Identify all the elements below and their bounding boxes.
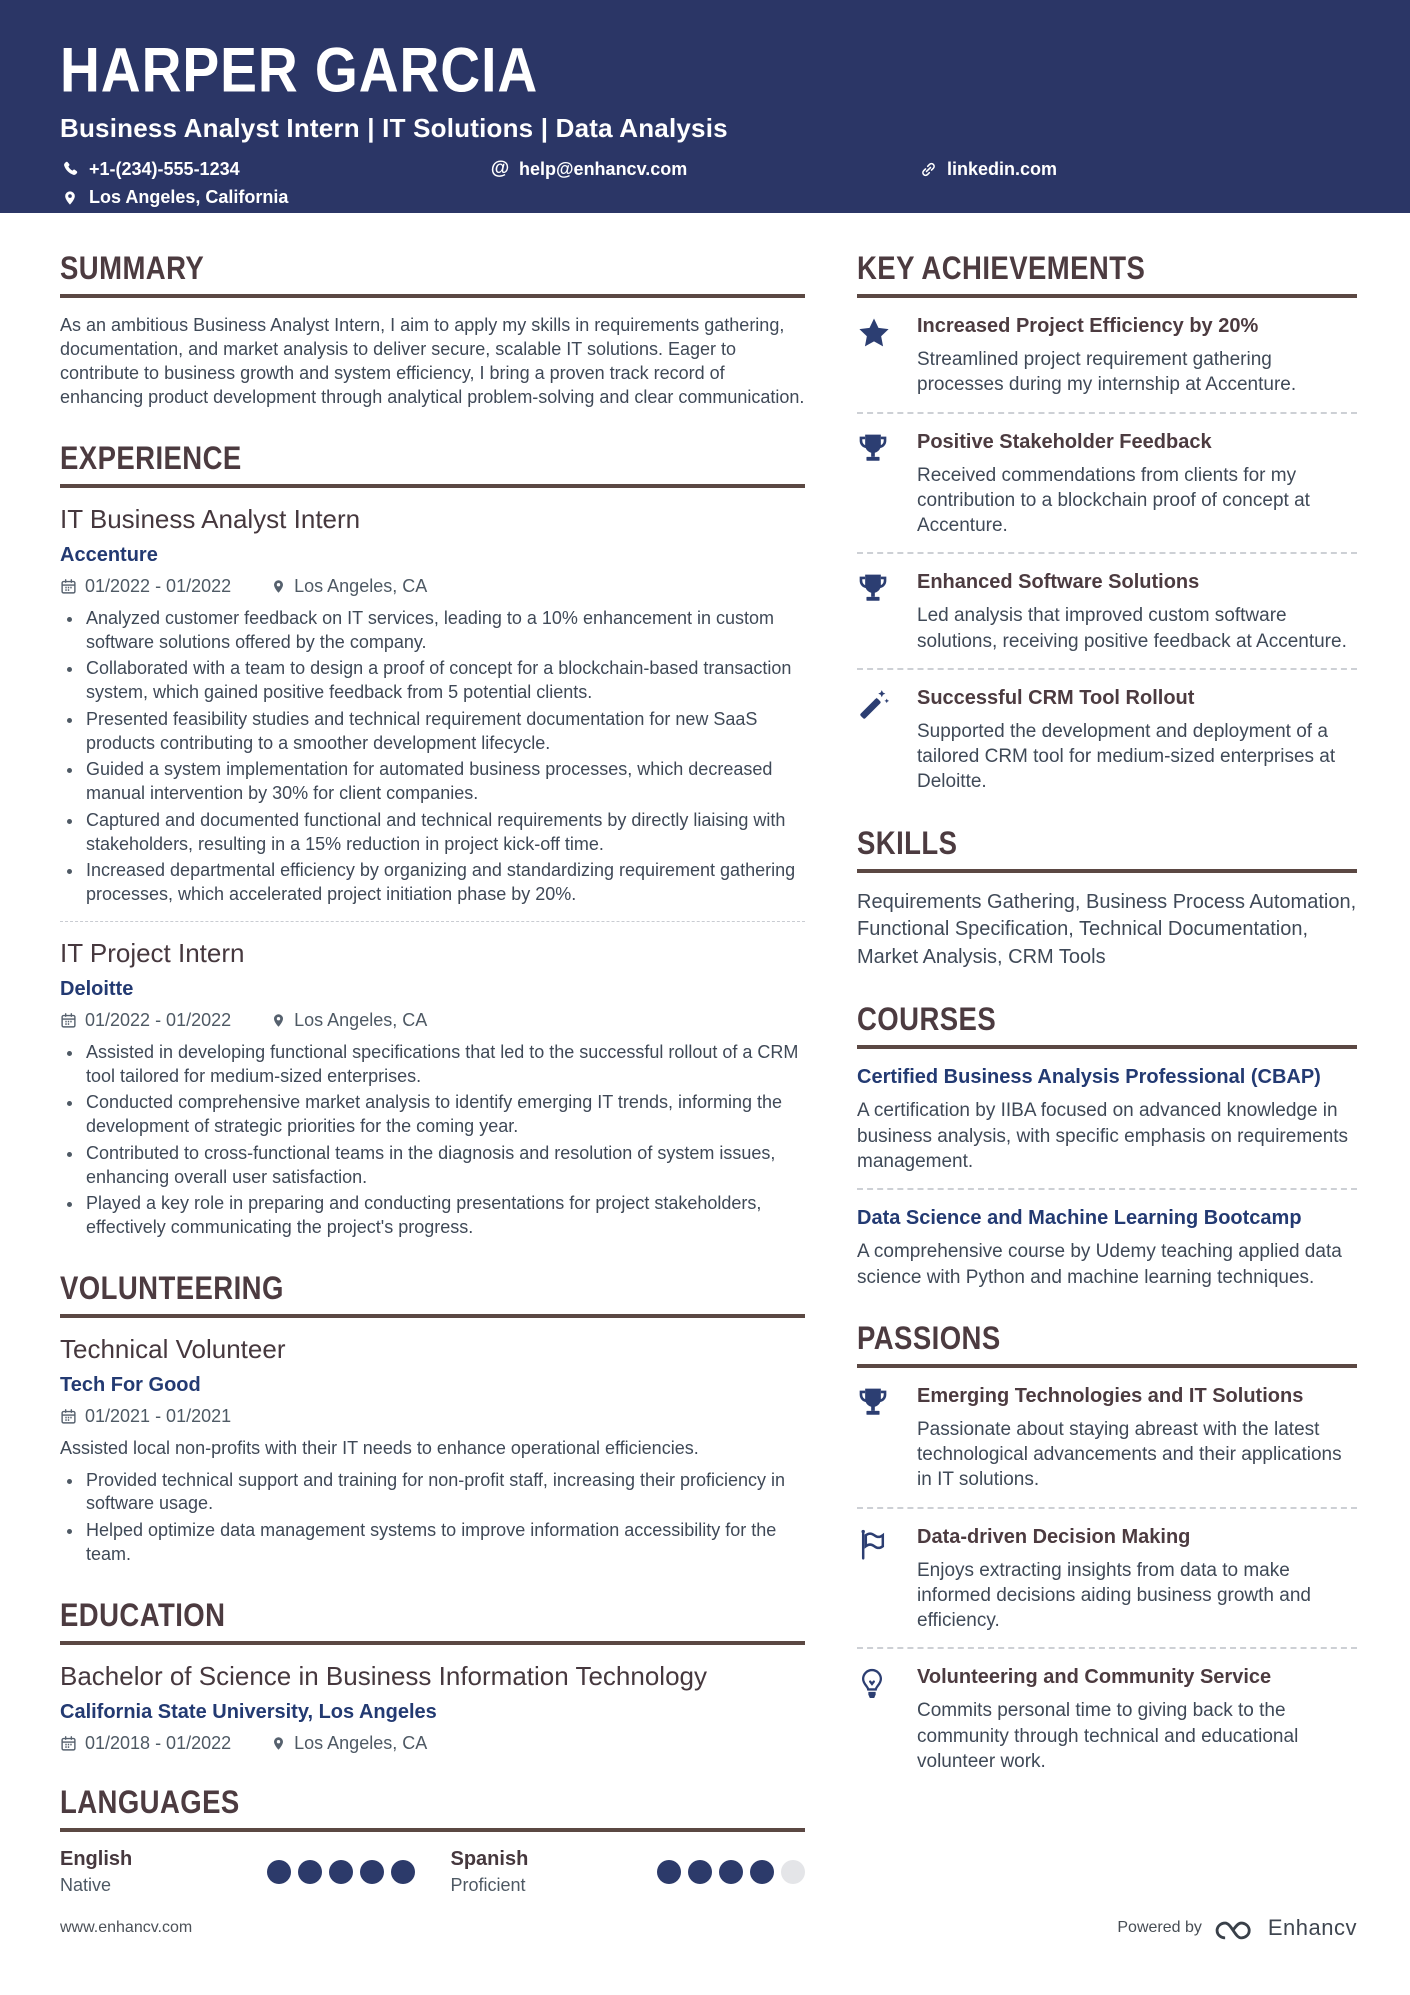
- calendar-icon: [60, 1408, 77, 1425]
- passions-heading: PASSIONS: [857, 1319, 1001, 1356]
- course-item: [857, 1206, 1357, 1290]
- education-section: [60, 1597, 805, 1754]
- achievement-title: Enhanced Software Solutions: [917, 571, 1200, 594]
- trophy-icon: [857, 1384, 893, 1493]
- course-item: [857, 1065, 1357, 1174]
- location-text: Los Angeles, California: [89, 187, 289, 207]
- degree-title: Bachelor of Science in Business Information Technology: [60, 1660, 708, 1691]
- language-item: [451, 1848, 806, 1896]
- date-text: 01/2018 - 01/2022: [85, 1732, 232, 1753]
- achievements-section: [857, 250, 1357, 795]
- lightbulb-icon: [857, 1665, 893, 1774]
- achievement-item: [857, 430, 1357, 539]
- location-pin-icon: [271, 1735, 286, 1752]
- section-rule: [857, 1364, 1357, 1368]
- enhancv-site-link[interactable]: www.enhancv.com: [60, 1919, 193, 1936]
- achievement-text: Streamlined project requirement gathering processes during my internship at Accenture.: [917, 349, 1297, 396]
- skills-heading: SKILLS: [857, 824, 958, 861]
- school-name: California State University, Los Angeles: [60, 1700, 437, 1723]
- courses-heading: COURSES: [857, 1001, 997, 1038]
- calendar-icon: [60, 1735, 77, 1752]
- email-address: help@enhancv.com: [519, 158, 688, 179]
- location-item: [60, 187, 288, 208]
- location-text: Los Angeles, CA: [294, 1009, 428, 1030]
- language-level: Proficient: [450, 1874, 526, 1895]
- job-location: [271, 576, 427, 597]
- proficiency-dot: [360, 1860, 384, 1884]
- section-rule: [60, 1828, 805, 1832]
- education-heading: EDUCATION: [60, 1596, 226, 1633]
- course-text: A certification by IIBA focused on advanced knowledge in business analysis, with specific emphasis on requirements management.: [857, 1100, 1349, 1172]
- proficiency-dots: [267, 1860, 415, 1884]
- passion-text: Commits personal time to giving back to the community through technical and educational volunteer work.: [917, 1700, 1299, 1772]
- bullet: Played a key role in preparing and conducting presentations for project stakeholders, effectively communicating the project's progress.: [60, 1192, 805, 1240]
- date-range: [60, 1406, 231, 1427]
- enhancv-logo-icon: [1214, 1913, 1256, 1943]
- course-title: Certified Business Analysis Professional (CBAP): [857, 1066, 1321, 1089]
- date-text: 01/2022 - 01/2022: [85, 575, 232, 596]
- proficiency-dot: [781, 1860, 805, 1884]
- section-rule: [60, 484, 805, 488]
- language-name: English: [60, 1847, 133, 1870]
- passion-title: Data-driven Decision Making: [917, 1525, 1191, 1548]
- right-column: [857, 250, 1357, 1804]
- job-location: [271, 1010, 427, 1031]
- linkedin-link[interactable]: [918, 159, 1057, 180]
- location-pin-icon: [60, 189, 80, 207]
- bullet: Collaborated with a team to design a proof of concept for a blockchain-based transaction system, which gained positive feedback from 5 potential clients.: [60, 657, 805, 705]
- trophy-icon: [857, 570, 893, 654]
- phone-number: +1-(234)-555-1234: [89, 158, 240, 179]
- bullet: Analyzed customer feedback on IT services, leading to a 10% enhancement in custom software solutions offered by the company.: [60, 607, 805, 655]
- section-rule: [60, 1641, 805, 1645]
- location-pin-icon: [271, 578, 286, 595]
- achievement-title: Successful CRM Tool Rollout: [917, 686, 1195, 709]
- proficiency-dot: [719, 1860, 743, 1884]
- achievements-heading: KEY ACHIEVEMENTS: [857, 250, 1146, 286]
- powered-by-block: [1117, 1913, 1357, 1943]
- footer: [60, 1913, 1357, 1943]
- volunteering-heading: VOLUNTEERING: [60, 1269, 284, 1306]
- item-divider: [857, 668, 1357, 670]
- passion-item: [857, 1525, 1357, 1634]
- passions-section: [857, 1320, 1357, 1774]
- language-name: Spanish: [450, 1847, 529, 1870]
- location-pin-icon: [271, 1012, 286, 1029]
- bullet: Captured and documented functional and technical requirements by directly liaising with stakeholders, resulting in a 15% reduction in project kick-off time.: [60, 809, 805, 857]
- proficiency-dot: [750, 1860, 774, 1884]
- experience-entry: [60, 938, 805, 1240]
- location-text: Los Angeles, CA: [294, 1732, 428, 1753]
- item-divider: [857, 1647, 1357, 1649]
- proficiency-dot: [298, 1860, 322, 1884]
- language-item: [60, 1848, 415, 1896]
- volunteering-section: [60, 1270, 805, 1567]
- achievement-text: Supported the development and deployment of a tailored CRM tool for medium-sized enterprises at Deloitte.: [917, 720, 1336, 793]
- proficiency-dot: [688, 1860, 712, 1884]
- passion-text: Enjoys extracting insights from data to make informed decisions aiding business growth and efficiency.: [917, 1559, 1311, 1632]
- proficiency-dot: [329, 1860, 353, 1884]
- item-divider: [857, 1507, 1357, 1509]
- summary-section: [60, 250, 805, 410]
- experience-entry: [60, 504, 805, 907]
- calendar-icon: [60, 1012, 77, 1029]
- flag-icon: [857, 1525, 893, 1634]
- summary-text: As an ambitious Business Analyst Intern, I aim to apply my skills in requirements gathering, documentation, and market analysis to deliver secure, scalable IT solutions. Eager to contribute to business growth and system efficiency, I bring a proven track record of enhancing product development through analytical problem-solving and clear communication.: [60, 315, 805, 407]
- course-text: A comprehensive course by Udemy teaching applied data science with Python and machine learning techniques.: [857, 1241, 1342, 1288]
- volunteer-meta: [60, 1406, 805, 1427]
- languages-heading: LANGUAGES: [60, 1783, 240, 1820]
- experience-heading: EXPERIENCE: [60, 439, 242, 476]
- phone-icon: [60, 160, 80, 178]
- courses-section: [857, 1001, 1357, 1289]
- date-range: [60, 1010, 231, 1031]
- item-divider: [857, 552, 1357, 554]
- date-range: [60, 1733, 231, 1754]
- left-column: [60, 250, 805, 1896]
- bullet: Provided technical support and training for non-profit staff, increasing their proficiency in software usage.: [60, 1469, 805, 1517]
- powered-by-label: Powered by: [1117, 1919, 1202, 1936]
- bullet: Contributed to cross-functional teams in the diagnosis and resolution of system issues, enhancing overall user satisfaction.: [60, 1142, 805, 1190]
- trophy-icon: [857, 430, 893, 539]
- skills-section: [857, 825, 1357, 972]
- section-rule: [857, 1045, 1357, 1049]
- achievement-text: Led analysis that improved custom software solutions, receiving positive feedback at Accenture.: [917, 605, 1347, 652]
- phone-link[interactable]: [60, 159, 490, 180]
- experience-section: [60, 440, 805, 1240]
- at-icon: @: [490, 158, 510, 179]
- date-range: [60, 576, 231, 597]
- linkedin-url: linkedin.com: [947, 158, 1058, 179]
- achievement-item: [857, 570, 1357, 654]
- job-title: IT Project Intern: [60, 937, 245, 968]
- location-text: Los Angeles, CA: [294, 575, 428, 596]
- job-bullets: [60, 607, 805, 907]
- volunteer-title: Technical Volunteer: [60, 1333, 286, 1364]
- achievement-item: [857, 686, 1357, 795]
- enhancv-wordmark: Enhancv: [1267, 1915, 1357, 1940]
- item-divider: [857, 412, 1357, 414]
- passion-title: Emerging Technologies and IT Solutions: [917, 1384, 1304, 1407]
- star-icon: [857, 314, 893, 398]
- section-rule: [857, 869, 1357, 873]
- bullet: Guided a system implementation for automated business processes, which decreased manual intervention by 30% for client companies.: [60, 758, 805, 806]
- email-link[interactable]: [490, 158, 918, 180]
- job-meta: [60, 576, 805, 597]
- bullet: Assisted in developing functional specifications that led to the successful rollout of a CRM tool tailored for medium-sized enterprises.: [60, 1041, 805, 1089]
- passion-text: Passionate about staying abreast with the latest technological advancements and their applications in IT solutions.: [917, 1418, 1342, 1491]
- person-name: HARPER GARCIA: [60, 35, 539, 106]
- date-text: 01/2022 - 01/2022: [85, 1009, 232, 1030]
- education-meta: [60, 1733, 805, 1754]
- job-meta: [60, 1010, 805, 1031]
- achievement-item: [857, 314, 1357, 398]
- header: [0, 0, 1410, 213]
- item-divider: [857, 1188, 1357, 1190]
- volunteer-bullets: [60, 1469, 805, 1567]
- volunteer-description: Assisted local non-profits with their IT needs to enhance operational efficiencies.: [60, 1437, 699, 1458]
- languages-section: [60, 1784, 805, 1896]
- bullet: Conducted comprehensive market analysis to identify emerging IT trends, informing the development of strategic priorities for the coming year.: [60, 1091, 805, 1139]
- entry-divider: [60, 921, 805, 922]
- section-rule: [60, 1314, 805, 1318]
- contact-row: [60, 158, 1357, 180]
- volunteer-org: Tech For Good: [60, 1373, 201, 1396]
- company-name: Deloitte: [60, 977, 134, 1000]
- location-row: [60, 187, 1357, 208]
- bullet: Increased departmental efficiency by organizing and standardizing requirement gathering processes, which accelerated project initiation phase by 20%.: [60, 859, 805, 907]
- passion-title: Volunteering and Community Service: [917, 1666, 1272, 1689]
- content: [0, 213, 1410, 1896]
- link-icon: [918, 160, 938, 179]
- section-rule: [60, 294, 805, 298]
- job-title: IT Business Analyst Intern: [60, 503, 361, 534]
- bullet: Helped optimize data management systems to improve information accessibility for the team.: [60, 1519, 805, 1567]
- summary-heading: SUMMARY: [60, 250, 205, 286]
- passion-item: [857, 1665, 1357, 1774]
- skills-list: Requirements Gathering, Business Process Automation, Functional Specification, Technical Documentation, Market Analysis, CRM Tools: [857, 890, 1357, 968]
- education-location: [271, 1733, 427, 1754]
- section-rule: [857, 294, 1357, 298]
- magic-wand-icon: [857, 686, 893, 795]
- passion-item: [857, 1384, 1357, 1493]
- achievement-text: Received commendations from clients for my contribution to a blockchain proof of concept at Accenture.: [917, 464, 1310, 537]
- proficiency-dots: [657, 1860, 805, 1884]
- proficiency-dot: [267, 1860, 291, 1884]
- company-name: Accenture: [60, 543, 158, 566]
- headline: Business Analyst Intern | IT Solutions | Data Analysis: [60, 113, 728, 143]
- proficiency-dot: [391, 1860, 415, 1884]
- achievement-title: Increased Project Efficiency by 20%: [917, 315, 1259, 337]
- proficiency-dot: [657, 1860, 681, 1884]
- language-level: Native: [60, 1874, 112, 1895]
- bullet: Presented feasibility studies and technical requirement documentation for new SaaS products contributing to a smoother development lifecycle.: [60, 708, 805, 756]
- course-title: Data Science and Machine Learning Bootcamp: [857, 1207, 1302, 1230]
- achievement-title: Positive Stakeholder Feedback: [917, 430, 1212, 453]
- date-text: 01/2021 - 01/2021: [85, 1405, 232, 1426]
- job-bullets: [60, 1041, 805, 1240]
- calendar-icon: [60, 578, 77, 595]
